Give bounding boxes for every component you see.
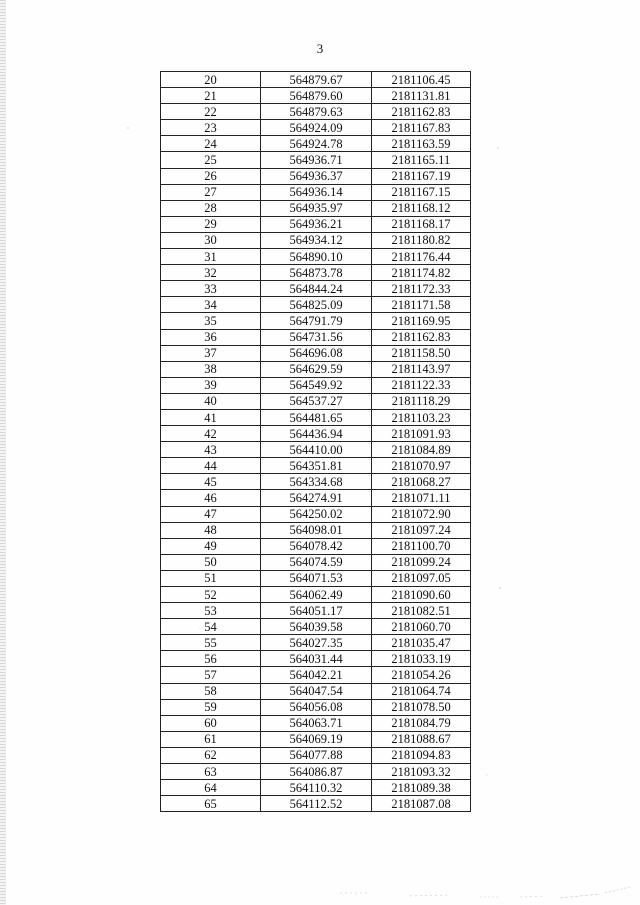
y-coordinate-cell: 2181091.93 <box>372 426 471 442</box>
point-number-cell: 35 <box>161 313 261 329</box>
x-coordinate-cell: 564936.21 <box>261 216 372 232</box>
table-row <box>161 506 471 522</box>
table-row <box>161 442 471 458</box>
point-number-cell: 54 <box>161 619 261 635</box>
point-number-cell: 51 <box>161 570 261 586</box>
y-coordinate-cell: 2181174.82 <box>372 265 471 281</box>
y-coordinate-cell: 2181082.51 <box>372 603 471 619</box>
table-row <box>161 538 471 554</box>
y-coordinate-cell: 2181035.47 <box>372 635 471 651</box>
table-row <box>161 554 471 570</box>
y-coordinate-cell: 2181169.95 <box>372 313 471 329</box>
x-coordinate-cell: 564436.94 <box>261 426 372 442</box>
table-row <box>161 249 471 265</box>
y-coordinate-cell: 2181088.67 <box>372 731 471 747</box>
point-number-cell: 49 <box>161 538 261 554</box>
table-row <box>161 409 471 425</box>
point-number-cell: 37 <box>161 345 261 361</box>
table-row <box>161 651 471 667</box>
table-row <box>161 393 471 409</box>
point-number-cell: 41 <box>161 409 261 425</box>
x-coordinate-cell: 564696.08 <box>261 345 372 361</box>
table-row <box>161 522 471 538</box>
point-number-cell: 25 <box>161 152 261 168</box>
x-coordinate-cell: 564069.19 <box>261 731 372 747</box>
table-row <box>161 104 471 120</box>
point-number-cell: 23 <box>161 120 261 136</box>
point-number-cell: 42 <box>161 426 261 442</box>
point-number-cell: 65 <box>161 796 261 812</box>
point-number-cell: 38 <box>161 361 261 377</box>
x-coordinate-cell: 564791.79 <box>261 313 372 329</box>
y-coordinate-cell: 2181068.27 <box>372 474 471 490</box>
x-coordinate-cell: 564071.53 <box>261 570 372 586</box>
table-row <box>161 329 471 345</box>
table-row <box>161 72 471 88</box>
table-row <box>161 168 471 184</box>
y-coordinate-cell: 2181131.81 <box>372 88 471 104</box>
x-coordinate-cell: 564936.14 <box>261 184 372 200</box>
y-coordinate-cell: 2181167.15 <box>372 184 471 200</box>
y-coordinate-cell: 2181084.89 <box>372 442 471 458</box>
x-coordinate-cell: 564351.81 <box>261 458 372 474</box>
x-coordinate-cell: 564250.02 <box>261 506 372 522</box>
point-number-cell: 56 <box>161 651 261 667</box>
y-coordinate-cell: 2181106.45 <box>372 72 471 88</box>
point-number-cell: 29 <box>161 216 261 232</box>
table-row <box>161 297 471 313</box>
x-coordinate-cell: 564078.42 <box>261 538 372 554</box>
y-coordinate-cell: 2181168.17 <box>372 216 471 232</box>
x-coordinate-cell: 564629.59 <box>261 361 372 377</box>
x-coordinate-cell: 564844.24 <box>261 281 372 297</box>
point-number-cell: 27 <box>161 184 261 200</box>
y-coordinate-cell: 2181090.60 <box>372 587 471 603</box>
y-coordinate-cell: 2181143.97 <box>372 361 471 377</box>
x-coordinate-cell: 564549.92 <box>261 377 372 393</box>
x-coordinate-cell: 564042.21 <box>261 667 372 683</box>
table-row <box>161 764 471 780</box>
y-coordinate-cell: 2181071.11 <box>372 490 471 506</box>
point-number-cell: 45 <box>161 474 261 490</box>
x-coordinate-cell: 564934.12 <box>261 232 372 248</box>
table-row <box>161 377 471 393</box>
x-coordinate-cell: 564924.09 <box>261 120 372 136</box>
table-row <box>161 699 471 715</box>
y-coordinate-cell: 2181064.74 <box>372 683 471 699</box>
table-row <box>161 136 471 152</box>
x-coordinate-cell: 564098.01 <box>261 522 372 538</box>
table-row <box>161 603 471 619</box>
point-number-cell: 55 <box>161 635 261 651</box>
y-coordinate-cell: 2181070.97 <box>372 458 471 474</box>
y-coordinate-cell: 2181100.70 <box>372 538 471 554</box>
y-coordinate-cell: 2181099.24 <box>372 554 471 570</box>
table-row <box>161 619 471 635</box>
x-coordinate-cell: 564047.54 <box>261 683 372 699</box>
table-row <box>161 313 471 329</box>
point-number-cell: 57 <box>161 667 261 683</box>
point-number-cell: 40 <box>161 393 261 409</box>
x-coordinate-cell: 564879.67 <box>261 72 372 88</box>
y-coordinate-cell: 2181093.32 <box>372 764 471 780</box>
y-coordinate-cell: 2181097.05 <box>372 570 471 586</box>
y-coordinate-cell: 2181162.83 <box>372 329 471 345</box>
y-coordinate-cell: 2181122.33 <box>372 377 471 393</box>
point-number-cell: 52 <box>161 587 261 603</box>
y-coordinate-cell: 2181176.44 <box>372 249 471 265</box>
x-coordinate-cell: 564936.71 <box>261 152 372 168</box>
point-number-cell: 64 <box>161 780 261 796</box>
y-coordinate-cell: 2181171.58 <box>372 297 471 313</box>
point-number-cell: 26 <box>161 168 261 184</box>
point-number-cell: 50 <box>161 554 261 570</box>
y-coordinate-cell: 2181167.83 <box>372 120 471 136</box>
y-coordinate-cell: 2181097.24 <box>372 522 471 538</box>
y-coordinate-cell: 2181172.33 <box>372 281 471 297</box>
table-row <box>161 731 471 747</box>
table-row <box>161 120 471 136</box>
x-coordinate-cell: 564063.71 <box>261 715 372 731</box>
table-row <box>161 635 471 651</box>
y-coordinate-cell: 2181167.19 <box>372 168 471 184</box>
table-row <box>161 216 471 232</box>
x-coordinate-cell: 564879.63 <box>261 104 372 120</box>
scan-edge <box>0 0 6 905</box>
x-coordinate-cell: 564074.59 <box>261 554 372 570</box>
y-coordinate-cell: 2181158.50 <box>372 345 471 361</box>
table-row <box>161 667 471 683</box>
point-number-cell: 21 <box>161 88 261 104</box>
x-coordinate-cell: 564031.44 <box>261 651 372 667</box>
table-row <box>161 570 471 586</box>
point-number-cell: 34 <box>161 297 261 313</box>
table-row <box>161 715 471 731</box>
y-coordinate-cell: 2181084.79 <box>372 715 471 731</box>
table-row <box>161 490 471 506</box>
x-coordinate-cell: 564936.37 <box>261 168 372 184</box>
x-coordinate-cell: 564873.78 <box>261 265 372 281</box>
point-number-cell: 24 <box>161 136 261 152</box>
table-row <box>161 474 471 490</box>
point-number-cell: 33 <box>161 281 261 297</box>
x-coordinate-cell: 564334.68 <box>261 474 372 490</box>
table-row <box>161 361 471 377</box>
x-coordinate-cell: 564110.32 <box>261 780 372 796</box>
table-row <box>161 780 471 796</box>
table-row <box>161 747 471 763</box>
page-number: 3 <box>316 41 324 56</box>
point-number-cell: 44 <box>161 458 261 474</box>
table-row <box>161 345 471 361</box>
y-coordinate-cell: 2181060.70 <box>372 619 471 635</box>
point-number-cell: 58 <box>161 683 261 699</box>
table-row <box>161 88 471 104</box>
coordinates-table-body <box>161 72 471 812</box>
y-coordinate-cell: 2181118.29 <box>372 393 471 409</box>
y-coordinate-cell: 2181089.38 <box>372 780 471 796</box>
table-row <box>161 426 471 442</box>
table-row <box>161 184 471 200</box>
x-coordinate-cell: 564112.52 <box>261 796 372 812</box>
x-coordinate-cell: 564890.10 <box>261 249 372 265</box>
table-row <box>161 200 471 216</box>
y-coordinate-cell: 2181163.59 <box>372 136 471 152</box>
y-coordinate-cell: 2181103.23 <box>372 409 471 425</box>
y-coordinate-cell: 2181072.90 <box>372 506 471 522</box>
table-row <box>161 458 471 474</box>
y-coordinate-cell: 2181087.08 <box>372 796 471 812</box>
table-row <box>161 232 471 248</box>
point-number-cell: 61 <box>161 731 261 747</box>
table-row <box>161 796 471 812</box>
y-coordinate-cell: 2181162.83 <box>372 104 471 120</box>
point-number-cell: 20 <box>161 72 261 88</box>
point-number-cell: 22 <box>161 104 261 120</box>
x-coordinate-cell: 564077.88 <box>261 747 372 763</box>
table-row <box>161 587 471 603</box>
table-row <box>161 281 471 297</box>
table-row <box>161 265 471 281</box>
point-number-cell: 63 <box>161 764 261 780</box>
x-coordinate-cell: 564825.09 <box>261 297 372 313</box>
coordinates-table <box>160 71 471 812</box>
y-coordinate-cell: 2181054.26 <box>372 667 471 683</box>
x-coordinate-cell: 564410.00 <box>261 442 372 458</box>
point-number-cell: 28 <box>161 200 261 216</box>
point-number-cell: 60 <box>161 715 261 731</box>
y-coordinate-cell: 2181165.11 <box>372 152 471 168</box>
table-row <box>161 683 471 699</box>
x-coordinate-cell: 564056.08 <box>261 699 372 715</box>
y-coordinate-cell: 2181180.82 <box>372 232 471 248</box>
point-number-cell: 47 <box>161 506 261 522</box>
x-coordinate-cell: 564935.97 <box>261 200 372 216</box>
point-number-cell: 53 <box>161 603 261 619</box>
point-number-cell: 39 <box>161 377 261 393</box>
x-coordinate-cell: 564051.17 <box>261 603 372 619</box>
point-number-cell: 62 <box>161 747 261 763</box>
point-number-cell: 43 <box>161 442 261 458</box>
x-coordinate-cell: 564924.78 <box>261 136 372 152</box>
x-coordinate-cell: 564086.87 <box>261 764 372 780</box>
x-coordinate-cell: 564027.35 <box>261 635 372 651</box>
y-coordinate-cell: 2181078.50 <box>372 699 471 715</box>
x-coordinate-cell: 564062.49 <box>261 587 372 603</box>
x-coordinate-cell: 564039.58 <box>261 619 372 635</box>
y-coordinate-cell: 2181094.83 <box>372 747 471 763</box>
point-number-cell: 59 <box>161 699 261 715</box>
x-coordinate-cell: 564731.56 <box>261 329 372 345</box>
point-number-cell: 30 <box>161 232 261 248</box>
y-coordinate-cell: 2181168.12 <box>372 200 471 216</box>
point-number-cell: 48 <box>161 522 261 538</box>
point-number-cell: 31 <box>161 249 261 265</box>
y-coordinate-cell: 2181033.19 <box>372 651 471 667</box>
point-number-cell: 46 <box>161 490 261 506</box>
x-coordinate-cell: 564879.60 <box>261 88 372 104</box>
x-coordinate-cell: 564481.65 <box>261 409 372 425</box>
point-number-cell: 32 <box>161 265 261 281</box>
point-number-cell: 36 <box>161 329 261 345</box>
x-coordinate-cell: 564537.27 <box>261 393 372 409</box>
table-row <box>161 152 471 168</box>
x-coordinate-cell: 564274.91 <box>261 490 372 506</box>
